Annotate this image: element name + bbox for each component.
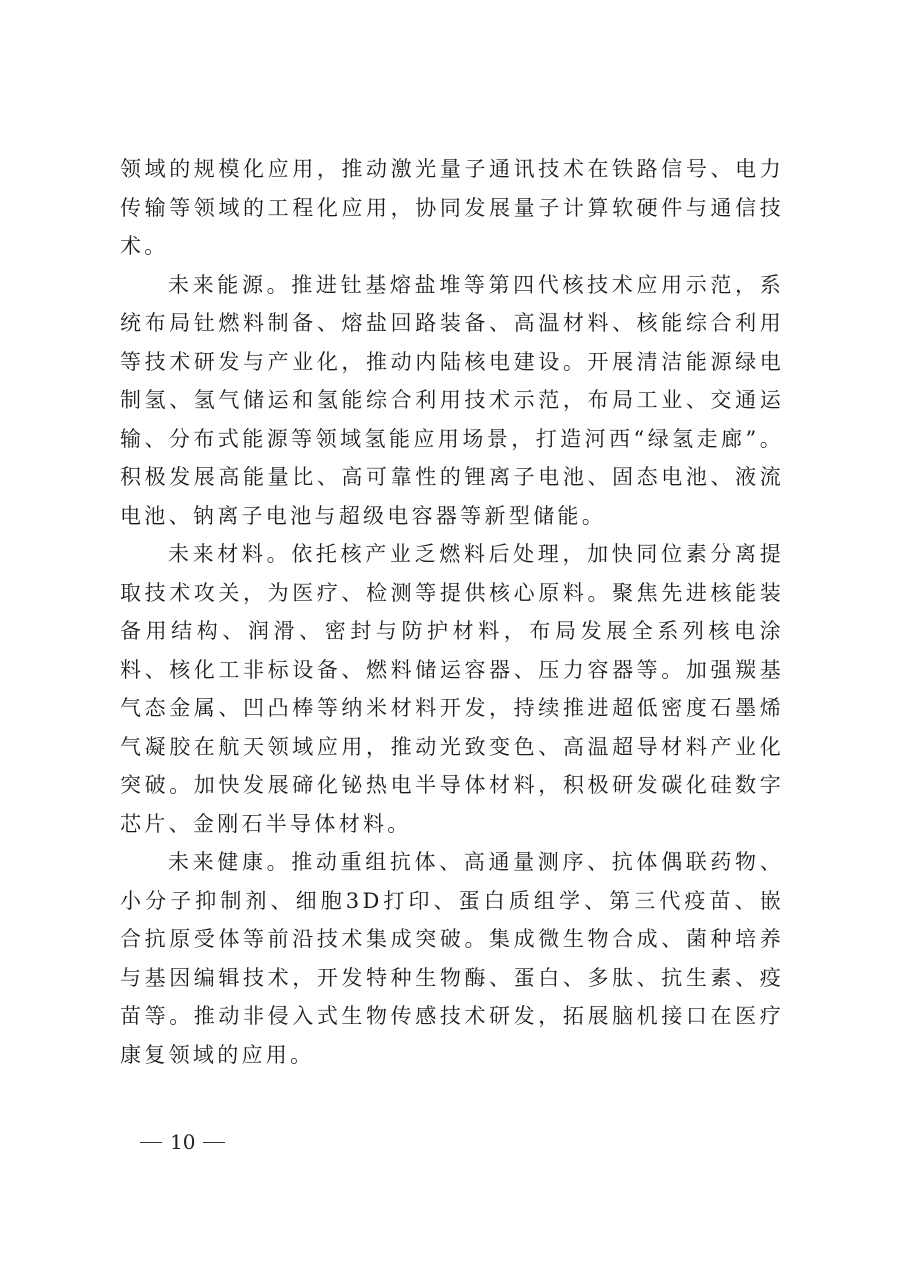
paragraph-future-health: 未来健康。推动重组抗体、高通量测序、抗体偶联药物、小分子抑制剂、细胞3D打印、蛋白质组学、第三代疫苗、嵌合抗原受体等前沿技术集成突破。集成微生物合成、菌种培养与基因编辑技术，开发特种生物酶、蛋白、多肽、抗生素、疫苗等。推动非侵入式生物传感技术研发，拓展脑机接口在医疗康复领域的应用。	[120, 850, 784, 1067]
footer-dash-right	[203, 1142, 225, 1143]
page-number: 10	[170, 1130, 196, 1154]
page-footer	[140, 1130, 225, 1154]
paragraph-future-energy: 未来能源。推进钍基熔盐堆等第四代核技术应用示范，系统布局钍燃料制备、熔盐回路装备、高温材料、核能综合利用等技术研发与产业化，推动内陆核电建设。开展清洁能源绿电制氢、氢气储运和氢能综合利用技术示范，布局工业、交通运输、分布式能源等领域氢能应用场景，打造河西“绿氢走廊”。积极发展高能量比、高可靠性的锂离子电池、固态电池、液流电池、钠离子电池与超级电容器等新型储能。	[120, 272, 784, 528]
paragraph-continuation: 领域的规模化应用，推动激光量子通讯技术在铁路信号、电力传输等领域的工程化应用，协同发展量子计算软硬件与通信技术。	[120, 157, 784, 258]
footer-dash-left	[140, 1142, 162, 1143]
paragraph-future-materials: 未来材料。依托核产业乏燃料后处理，加快同位素分离提取技术攻关，为医疗、检测等提供核心原料。聚焦先进核能装备用结构、润滑、密封与防护材料，布局发展全系列核电涂料、核化工非标设备、燃料储运容器、压力容器等。加强羰基气态金属、凹凸棒等纳米材料开发，持续推进超低密度石墨烯气凝胶在航天领域应用，推动光致变色、高温超导材料产业化突破。加快发展碲化铋热电半导体材料，积极研发碳化硅数字芯片、金刚石半导体材料。	[120, 542, 784, 836]
document-body	[120, 150, 784, 1074]
